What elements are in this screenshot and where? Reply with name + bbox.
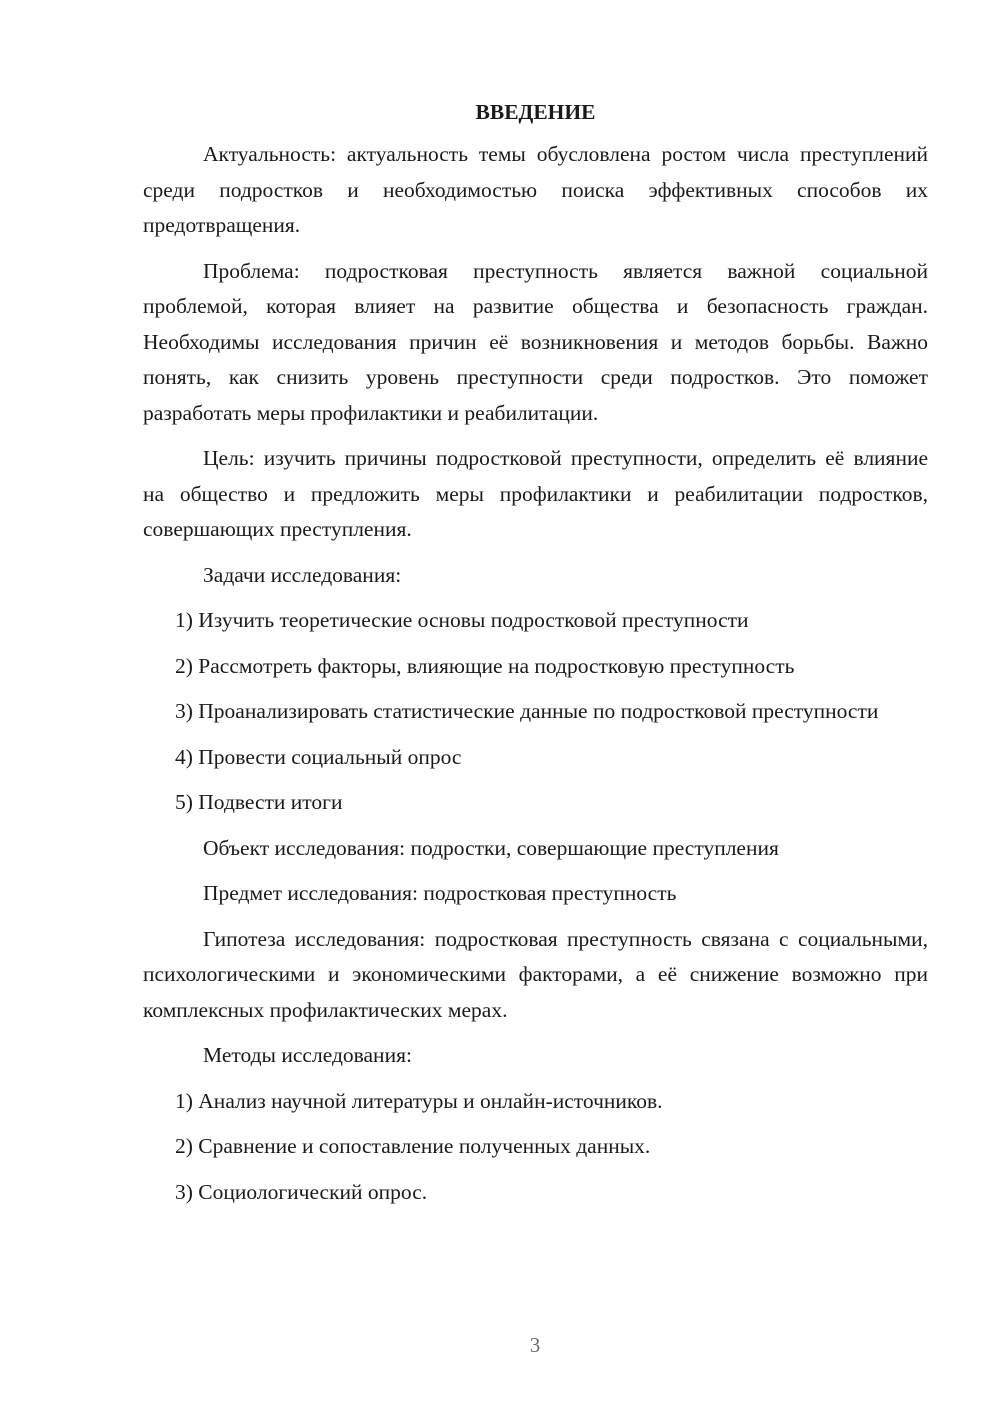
methods-heading: Методы исследования: bbox=[203, 1043, 412, 1067]
relevance-paragraph: Актуальность: актуальность темы обусловлена ростом числа преступлений среди подростков и необходимостью поиска эффективных способов их предотвращения. bbox=[143, 142, 928, 237]
method-item: 2) Сравнение и сопоставление полученных данных. bbox=[175, 1134, 651, 1158]
problem-paragraph: Проблема: подростковая преступность является важной социальной проблемой, которая влияет на развитие общества и безопасность граждан. Необходимы исследования причин её возникновения и методов борьбы. Важно понять, как снизить уровень преступности среди подростков. Это поможет разработать меры профилактики и реабилитации. bbox=[143, 258, 928, 425]
task-item: 1) Изучить теоретические основы подростковой преступности bbox=[175, 608, 749, 632]
task-item: 2) Рассмотреть факторы, влияющие на подростковую преступность bbox=[175, 653, 795, 678]
method-item: 1) Анализ научной литературы и онлайн-источников. bbox=[175, 1088, 663, 1113]
task-item: 5) Подвести итоги bbox=[175, 790, 343, 814]
hypothesis-paragraph: Гипотеза исследования: подростковая преступность связана с социальными, психологическими и экономическими факторами, а её снижение возможно при комплексных профилактических мерах. bbox=[143, 926, 928, 1022]
goal-paragraph: Цель: изучить причины подростковой преступности, определить её влияние на общество и предложить меры профилактики и реабилитации подростков, совершающих преступления. bbox=[143, 446, 928, 541]
task-item: 4) Провести социальный опрос bbox=[175, 744, 462, 769]
section-title: ВВЕДЕНИЕ bbox=[475, 100, 596, 124]
document-page bbox=[143, 95, 928, 1220]
object-paragraph: Объект исследования: подростки, совершающие преступления bbox=[203, 835, 779, 860]
subject-paragraph: Предмет исследования: подростковая преступность bbox=[203, 881, 677, 905]
page-number: 3 bbox=[529, 1333, 541, 1357]
task-item: 3) Проанализировать статистические данные по подростковой преступности bbox=[175, 699, 879, 723]
method-item: 3) Социологический опрос. bbox=[175, 1179, 428, 1204]
tasks-heading: Задачи исследования: bbox=[203, 562, 402, 587]
